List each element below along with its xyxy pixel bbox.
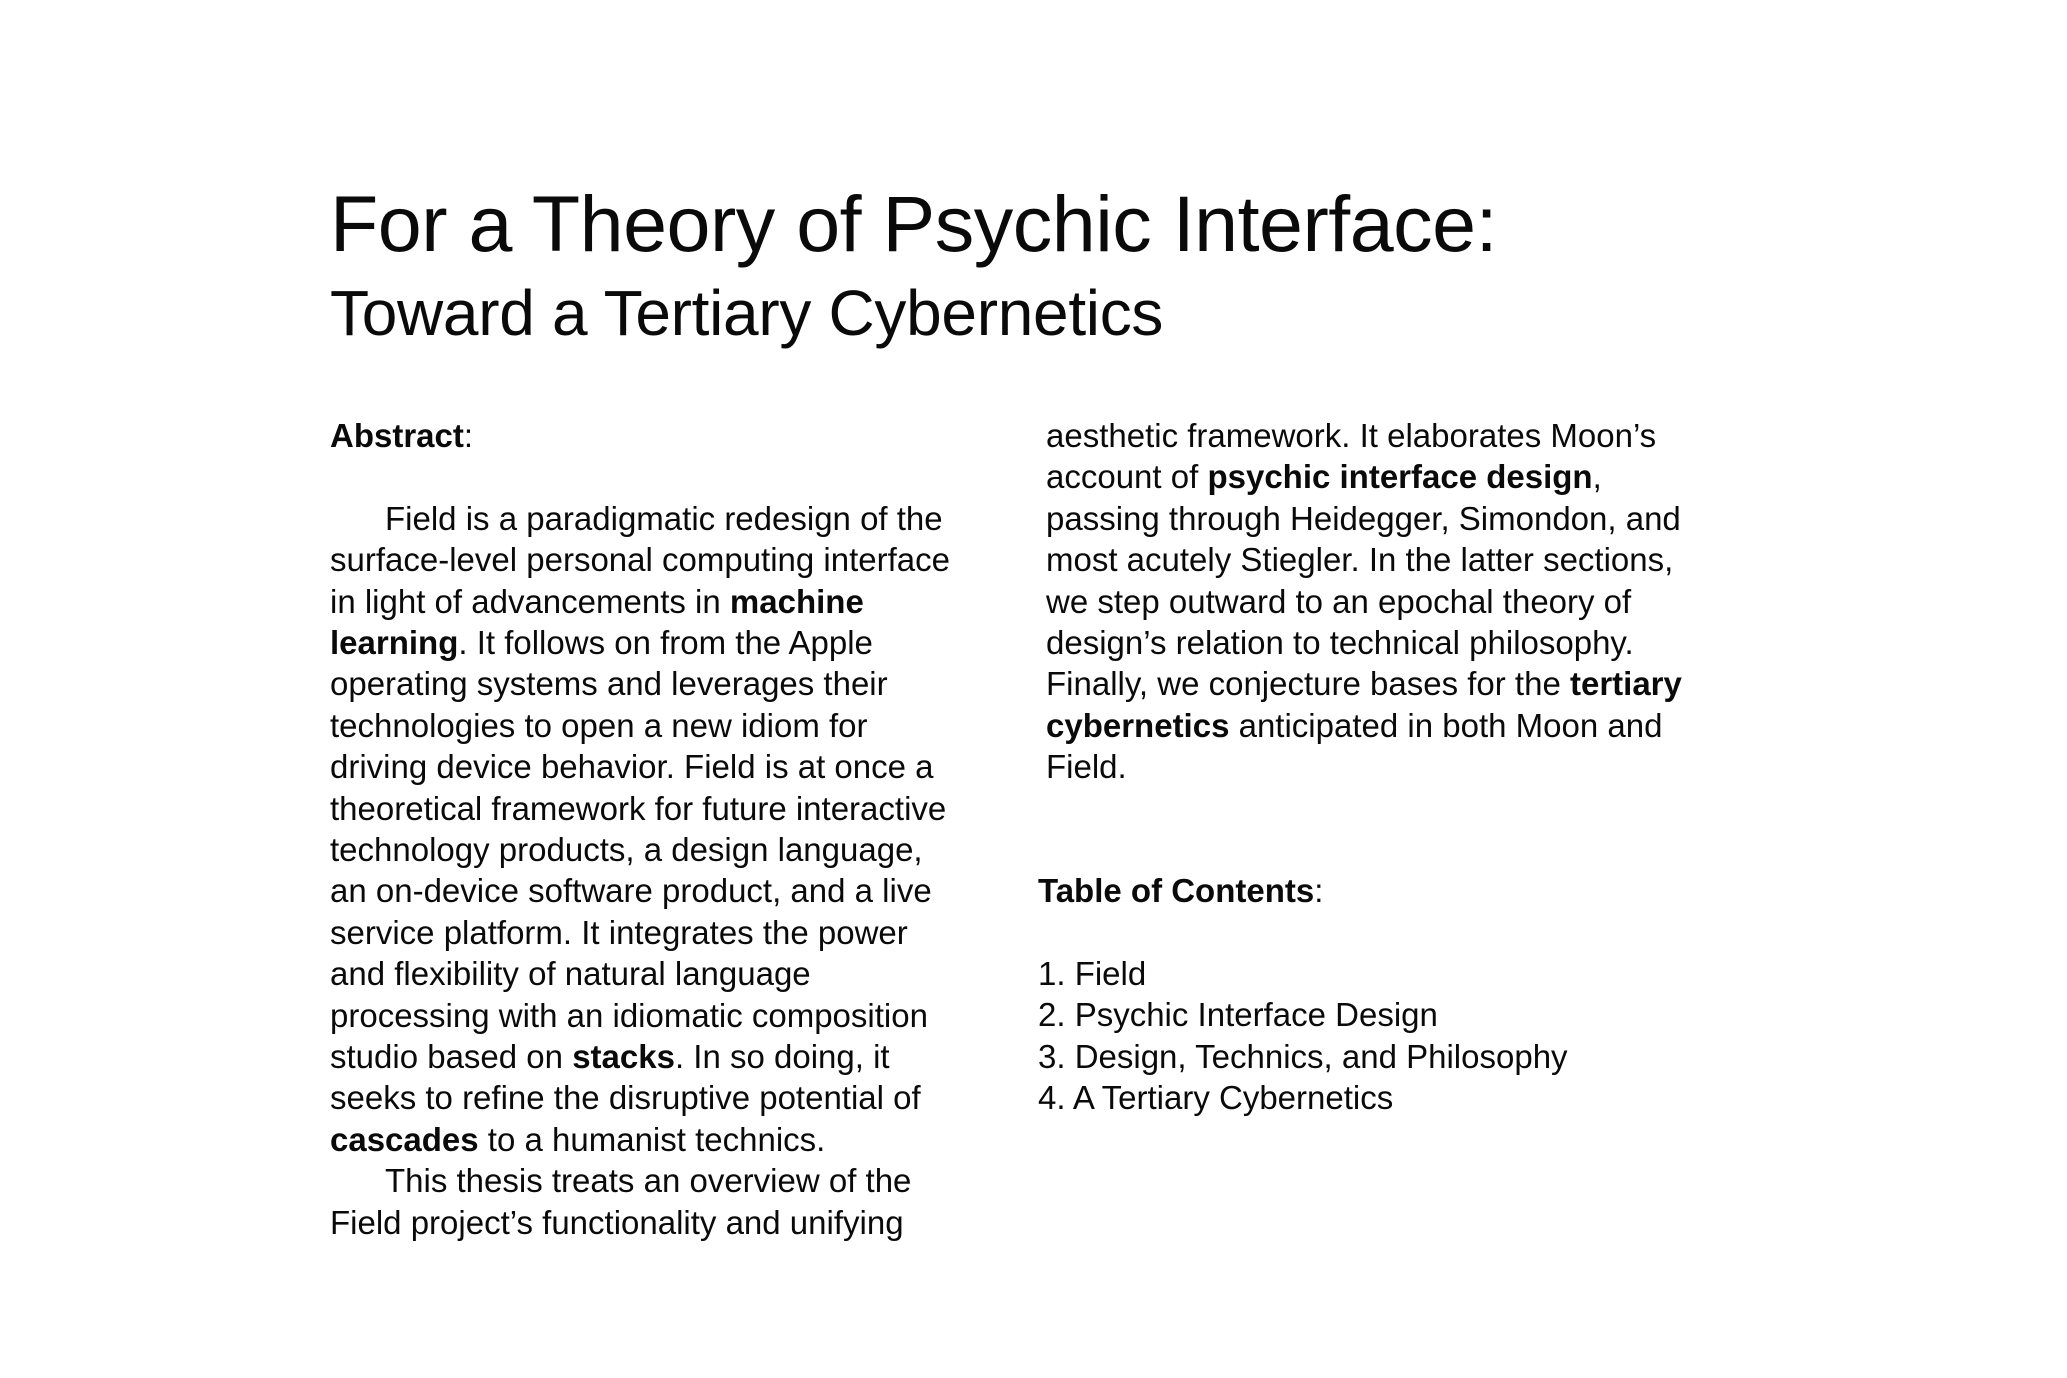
text-line [330,788,1030,829]
text-run: in light of advancements in [330,582,730,620]
text-run: technology products, a design language, [330,831,923,869]
text-run: and flexibility of natural language [330,955,811,993]
text-run: surface-level personal computing interface [330,541,950,579]
toc-heading-colon: : [1314,872,1324,909]
text-run: theoretical framework for future interactive [330,789,947,827]
text-run: service platform. It integrates the power [330,913,908,951]
text-run: most acutely Stiegler. In the latter sections, [1046,541,1674,579]
bold-term: stacks [572,1038,675,1076]
text-run: passing through Heidegger, Simondon, and [1046,499,1681,537]
abstract-right-text [1046,415,1746,788]
text-run: . In so doing, it [674,1038,890,1076]
text-line [1046,663,1746,704]
text-line [330,498,1030,539]
abstract-left-column [330,415,1030,1243]
bold-term: psychic interface design [1207,458,1593,496]
text-run: . It follows on from the Apple [458,624,873,662]
text-line [330,1077,1030,1118]
text-line [1046,705,1746,746]
text-run: operating systems and leverages their [330,665,888,703]
bold-term: cybernetics [1046,706,1230,744]
text-run: we step outward to an epochal theory of [1046,582,1632,620]
title-block [330,178,1830,356]
text-run: to a humanist technics. [478,1120,826,1158]
toc-item: 2. Psychic Interface Design [1038,996,1438,1034]
text-line [330,1160,1030,1201]
text-run: processing with an idiomatic composition [330,996,928,1034]
text-line [330,1202,1030,1243]
text-line [330,912,1030,953]
text-run: account of [1046,458,1208,496]
text-line [1046,581,1746,622]
toc-item: 1. Field [1038,954,1147,992]
text-line [330,539,1030,580]
spacer [330,456,1030,497]
text-line [330,829,1030,870]
spacer [1038,911,1738,952]
abstract-left-text [330,498,1030,1243]
text-run: This thesis treats an overview of the [385,1162,912,1200]
text-line [330,870,1030,911]
toc-item: 4. A Tertiary Cybernetics [1038,1079,1394,1117]
bold-term: tertiary [1569,665,1682,703]
text-run: design’s relation to technical philosophy. [1046,624,1634,662]
text-run: Field project’s functionality and unifying [330,1203,904,1241]
text-run: technologies to open a new idiom for [330,706,868,744]
text-line [1046,415,1746,456]
text-line [330,1036,1030,1077]
table-of-contents [1038,870,1738,1118]
text-run: , [1592,458,1602,496]
bold-term: learning [330,624,459,662]
text-line [330,663,1030,704]
text-run: anticipated in both Moon and [1229,706,1663,744]
abstract-heading-colon: : [463,417,474,454]
text-line [330,953,1030,994]
text-line [1046,746,1746,787]
toc-heading-label: Table of Contents [1038,872,1315,909]
text-run: an on-device software product, and a live [330,872,932,910]
text-line [330,705,1030,746]
text-run: Field is a paradigmatic redesign of the [385,499,943,537]
bold-term: machine [729,582,864,620]
text-run: driving device behavior. Field is at once a [330,748,934,786]
text-run: studio based on [330,1038,573,1076]
document-title: For a Theory of Psychic Interface: [330,179,1498,268]
text-line [330,622,1030,663]
text-line [1046,456,1746,497]
text-line [330,581,1030,622]
text-line [1046,498,1746,539]
abstract-heading-label: Abstract [330,417,464,454]
text-run: aesthetic framework. It elaborates Moon’s [1046,417,1657,454]
text-line [1046,622,1746,663]
text-run: Field. [1046,748,1127,786]
text-run: seeks to refine the disruptive potential of [330,1079,921,1117]
toc-heading [1038,870,1738,911]
toc-item: 3. Design, Technics, and Philosophy [1038,1037,1568,1075]
toc-list [1038,953,1738,1119]
document-subtitle: Toward a Tertiary Cybernetics [330,277,1164,349]
bold-term: cascades [330,1120,479,1158]
text-line [1046,539,1746,580]
text-run: Finally, we conjecture bases for the [1046,665,1570,703]
abstract-right-column [1046,415,1746,788]
text-line [330,1119,1030,1160]
text-line [330,995,1030,1036]
text-line [330,746,1030,787]
abstract-heading [330,415,1030,456]
